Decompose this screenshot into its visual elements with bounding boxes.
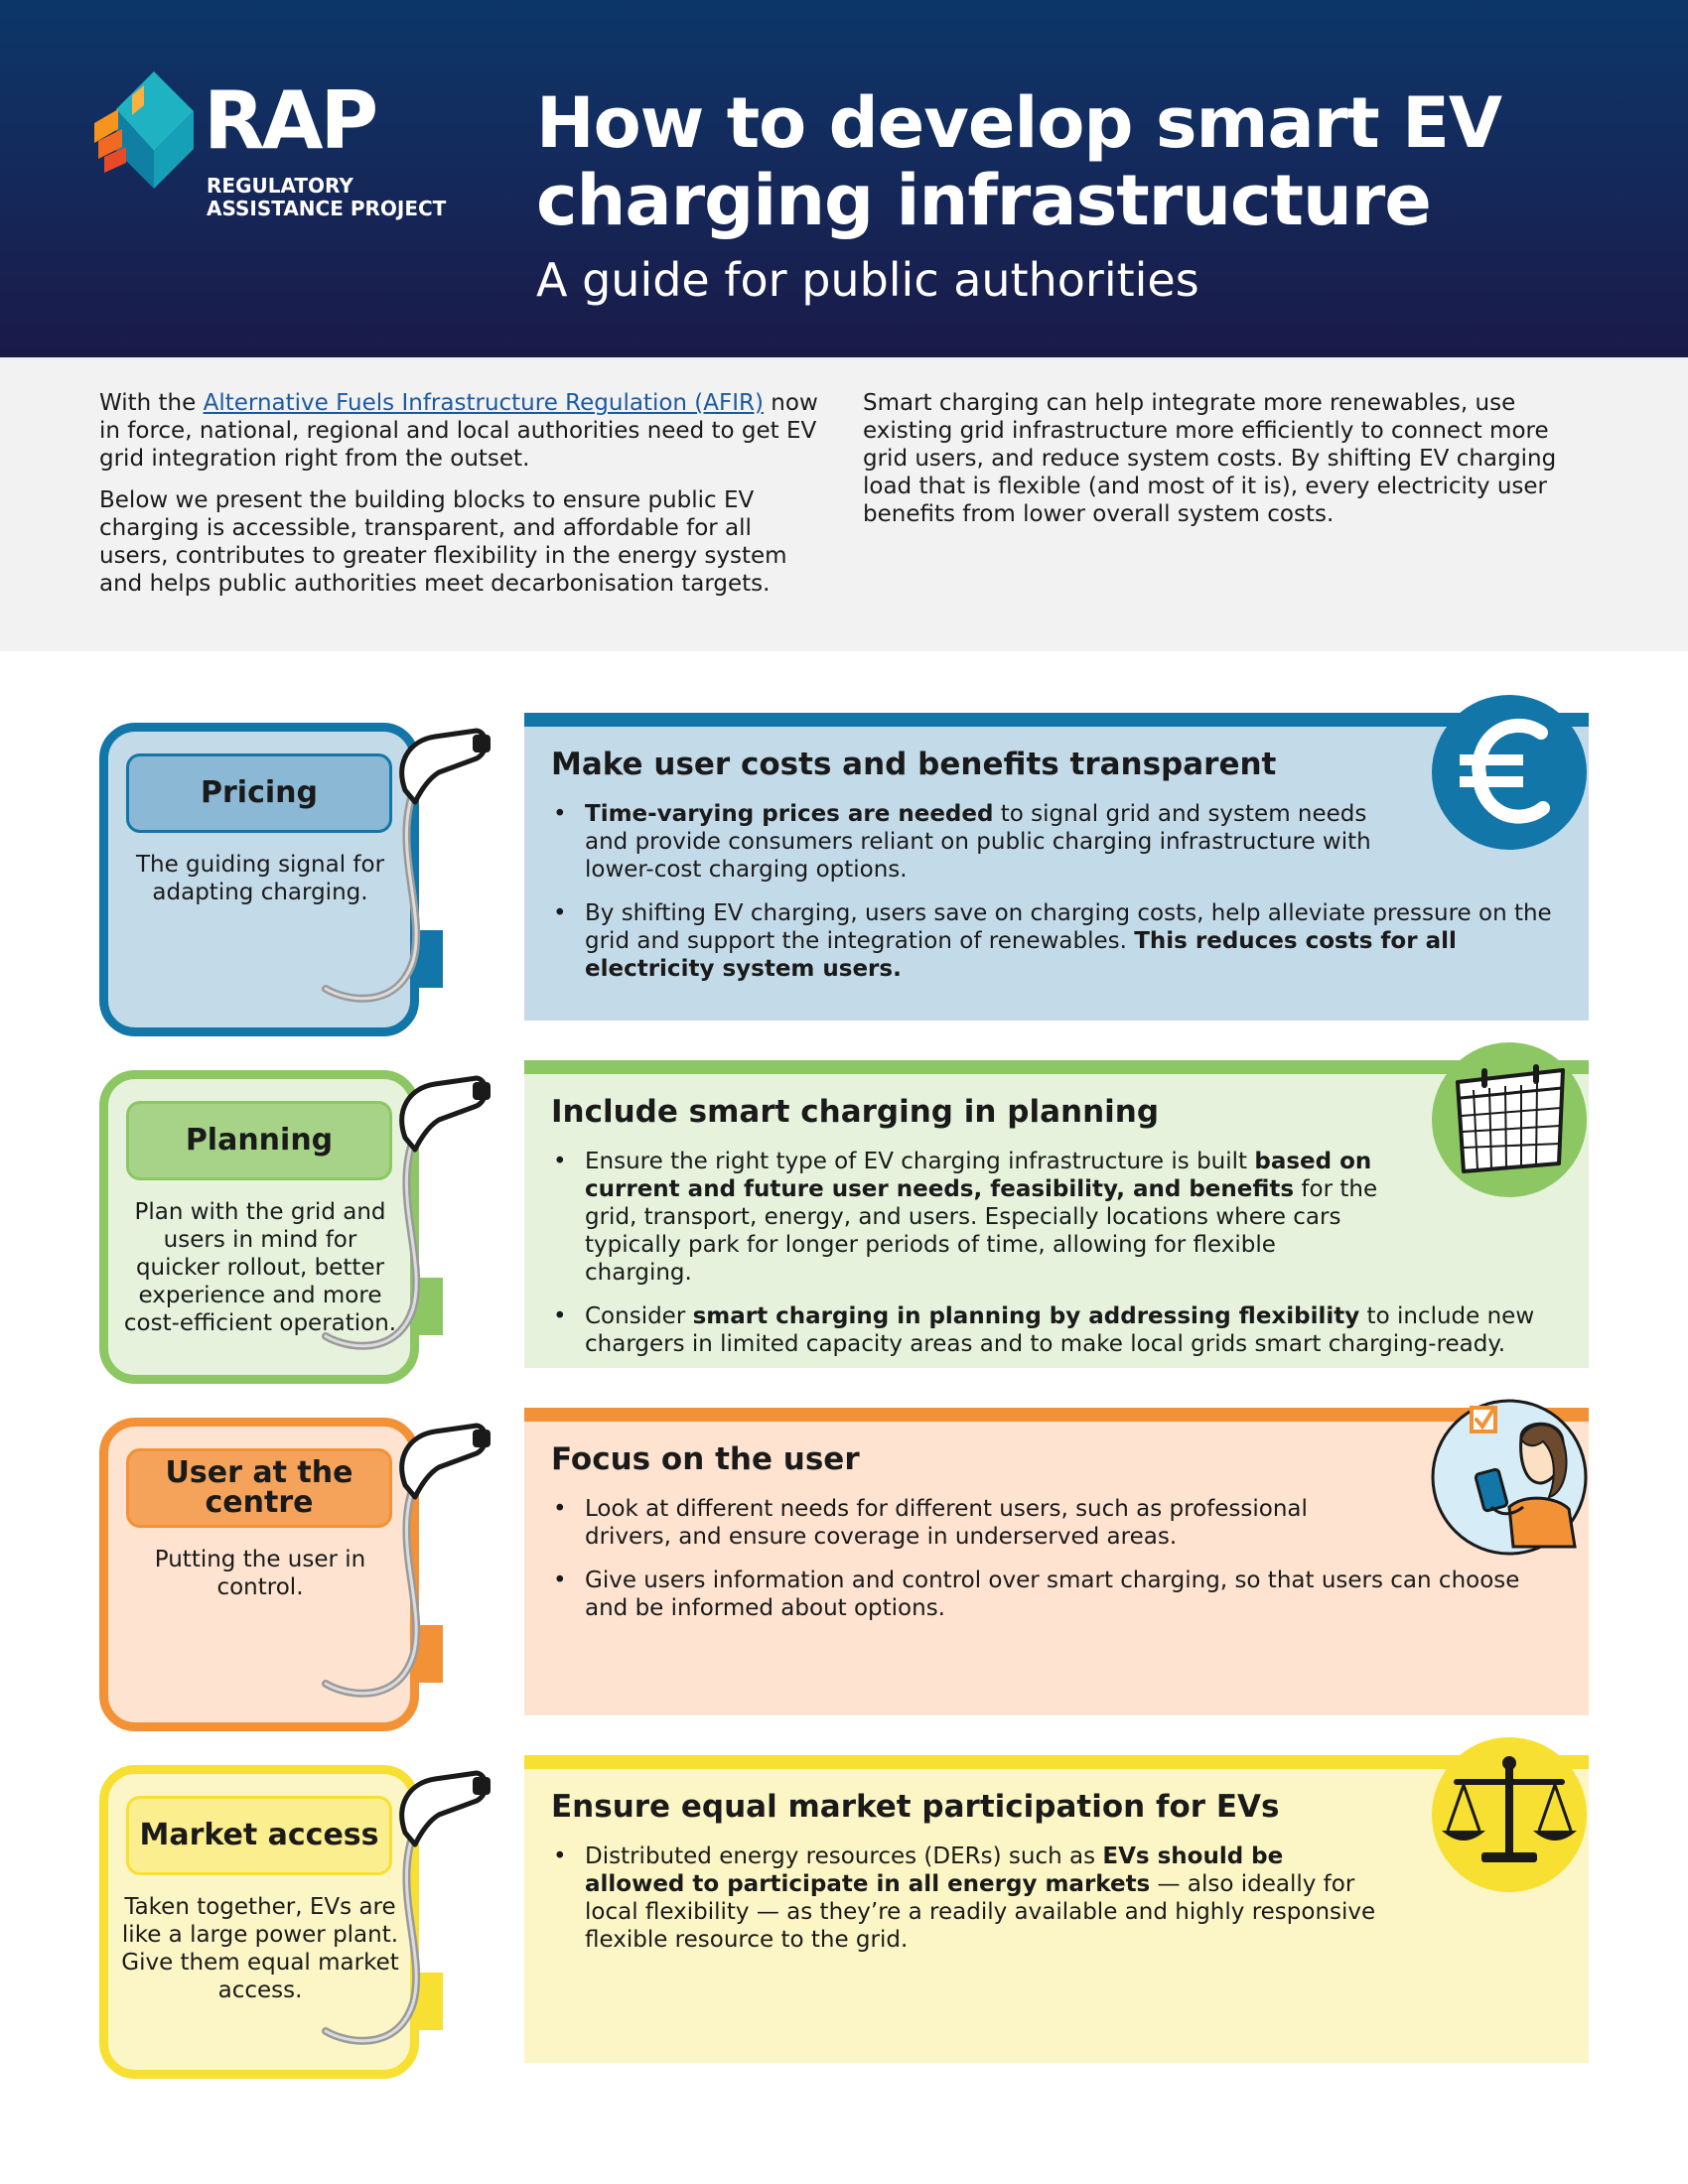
bold-text: EVs should be allowed to participate in all energy markets: [585, 1843, 1284, 1897]
list-item: [551, 800, 1390, 884]
bullet-text: Ensure the right type of EV charging infrastructure is built: [585, 1149, 1255, 1174]
euro-icon: [1430, 693, 1589, 852]
user-label: User at the centre: [126, 1448, 392, 1528]
rap-logo-mark-icon: [94, 71, 194, 191]
page-title: [536, 84, 1628, 239]
user-bullet-list: [551, 1495, 1564, 1638]
bold-text: This reduces costs for all electricity system users.: [585, 928, 1457, 982]
intro-section: [0, 357, 1688, 651]
rap-wordmark: RAP: [204, 74, 376, 167]
pricing-bullet-list: [551, 800, 1564, 999]
page-title-line1: How to develop smart EV: [536, 82, 1502, 164]
planning-description: Plan with the grid and users in mind for quicker rollout, better experience and more cost-efficient operation.: [123, 1199, 397, 1336]
planning-section: [0, 1060, 1688, 1388]
intro-p1-suffix: now in force, national, regional and local authorities need to get EV grid integration right from the outset.: [99, 390, 818, 472]
pricing-label: Pricing: [126, 753, 392, 833]
bullet-text: By shifting EV charging, users save on charging costs, help alleviate pressure on the grid and support the integration of renewables.: [585, 900, 1552, 954]
charging-cable-icon: [318, 1060, 536, 1388]
list-item: [551, 1843, 1390, 1954]
market-label: Market access: [126, 1796, 392, 1875]
bullet-text: to signal grid and system needs and provide consumers reliant on public charging infrastructure with lower-cost charging options.: [585, 801, 1371, 883]
intro-paragraph-1: [99, 389, 824, 473]
bullet-text: Consider: [585, 1303, 693, 1329]
bold-text: Time-varying prices are needed: [585, 801, 994, 827]
page-title-line2: charging infrastructure: [536, 160, 1431, 241]
charging-cable-icon: [318, 713, 536, 1040]
user-panel-title: Focus on the user: [551, 1441, 860, 1477]
rap-full-name: [207, 175, 446, 220]
list-item: • Give users information and control over smart charging, so that users can choose and be informed about options.: [551, 1567, 1564, 1622]
bullet-text: Distributed energy resources (DERs) such as: [585, 1843, 1103, 1869]
planning-bullet-list: [551, 1148, 1564, 1374]
list-item: [551, 1148, 1390, 1287]
bold-text: smart charging in planning by addressing flexibility: [692, 1303, 1360, 1329]
afir-link[interactable]: Alternative Fuels Infrastructure Regulation (AFIR): [203, 390, 764, 416]
list-item: • Look at different needs for different users, such as professional drivers, and ensure coverage in underserved areas.: [551, 1495, 1390, 1551]
user-description: Putting the user in control.: [154, 1547, 366, 1600]
calendar-icon: [1430, 1040, 1589, 1199]
market-bullet-list: [551, 1843, 1564, 1970]
page-subtitle: A guide for public authorities: [536, 253, 1199, 307]
planning-label: Planning: [126, 1101, 392, 1180]
rap-logo[interactable]: [94, 71, 472, 230]
bullet-text: — also ideally for local flexibility — as they’re a readily available and highly responsive flexible resource to the grid.: [585, 1871, 1376, 1953]
list-item: [551, 1302, 1564, 1358]
rap-full-name-line2: ASSISTANCE PROJECT: [207, 197, 447, 220]
intro-p1-prefix: With the: [99, 390, 204, 416]
user-phone-icon: [1430, 1398, 1589, 1557]
intro-paragraph-3: Smart charging can help integrate more renewables, use existing grid infrastructure more efficiently to connect more grid users, and reduce system costs. By shifting EV charging load that is flexible (and most of it is), every electricity user benefits from lower overall system costs.: [863, 390, 1557, 527]
planning-panel-title: Include smart charging in planning: [551, 1094, 1160, 1130]
scales-icon: [1430, 1735, 1589, 1894]
bullet-text: for the grid, transport, energy, and users. Especially locations where cars typically park for longer periods of time, allowing for flexible charging.: [585, 1176, 1378, 1286]
bullet-text: to include new chargers in limited capacity areas and to make local grids smart charging-ready.: [585, 1303, 1535, 1357]
user-section: [0, 1408, 1688, 1735]
bold-text: based on current and future user needs, feasibility, and benefits: [585, 1149, 1372, 1202]
list-item: [551, 899, 1564, 983]
intro-paragraph-2: Below we present the building blocks to ensure public EV charging is accessible, transparent, and affordable for all users, contributes to greater flexibility in the energy system and helps public authorities meet decarbonisation targets.: [99, 487, 787, 597]
market-section: [0, 1755, 1688, 2083]
pricing-panel-title: Make user costs and benefits transparent: [551, 747, 1277, 782]
pricing-description: The guiding signal for adapting charging.: [135, 852, 385, 905]
intro-column-right: [863, 389, 1588, 542]
charging-cable-icon: [318, 1755, 536, 2083]
pricing-section: [0, 713, 1688, 1040]
charging-cable-icon: [318, 1408, 536, 1735]
intro-column-left: [99, 389, 824, 612]
rap-full-name-line1: REGULATORY: [207, 174, 353, 198]
market-panel-title: Ensure equal market participation for EVs: [551, 1789, 1280, 1825]
header-banner: [0, 0, 1688, 357]
market-description: Taken together, EVs are like a large power plant. Give them equal market access.: [121, 1894, 399, 2003]
